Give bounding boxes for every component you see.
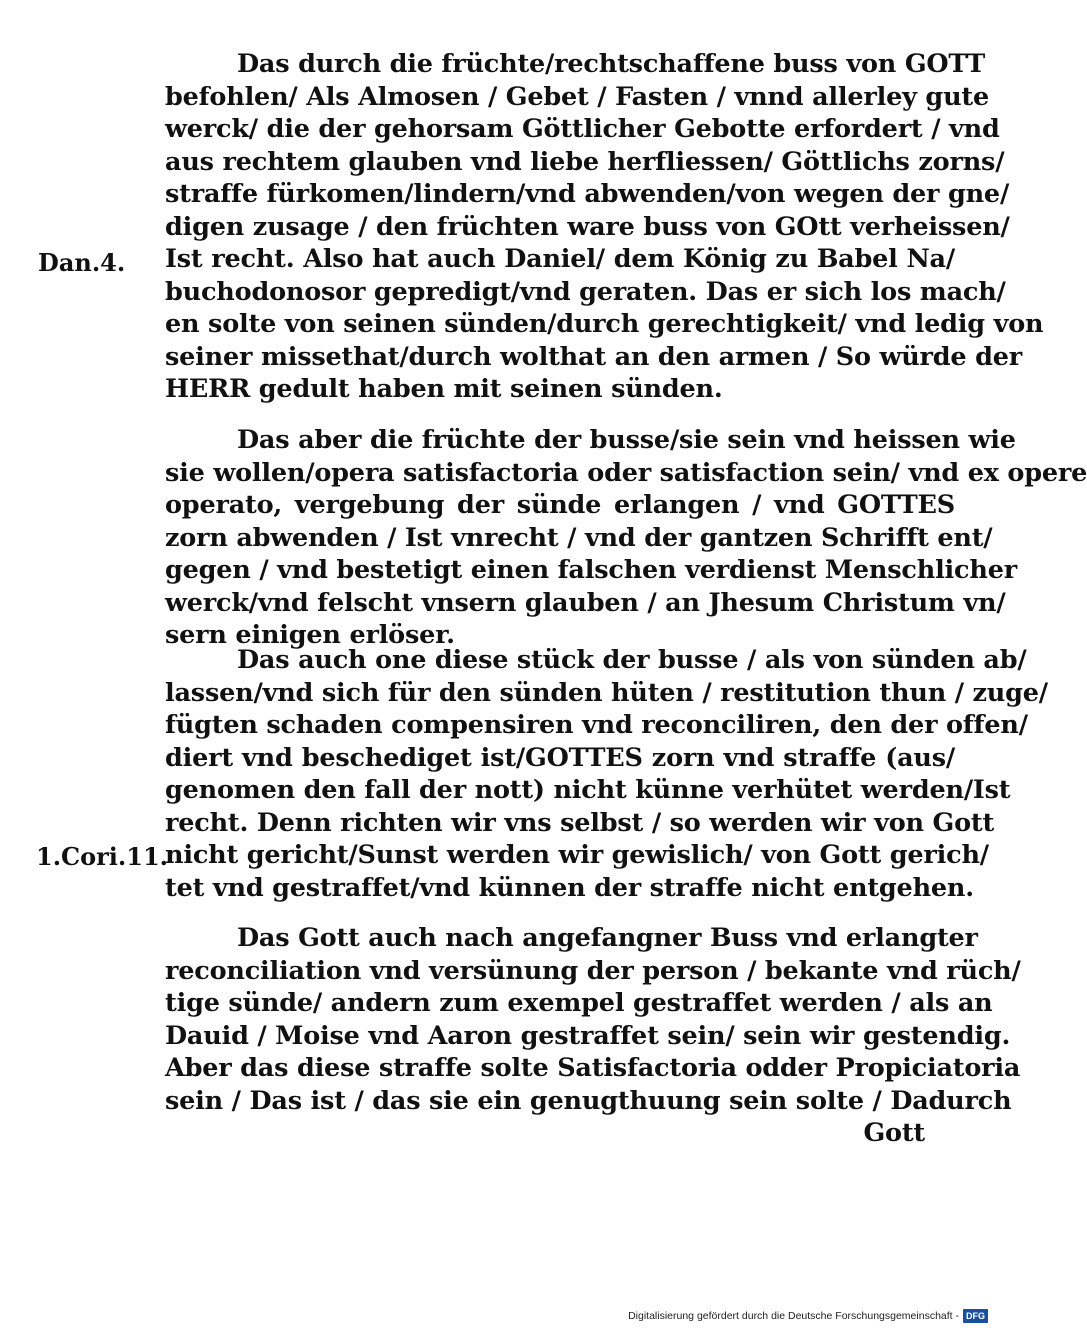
text-line: fügten schaden compensiren vnd reconciliren, den der offen/ [165, 710, 1028, 740]
text-line: digen zusage / den früchten ware buss von GOtt verheissen/ [165, 211, 1010, 242]
paragraph-1 [165, 48, 1044, 406]
text-line: HERR gedult haben mit seinen sünden. [165, 374, 723, 404]
text-line: werck/vnd felscht vnsern glauben / an Jhesum Christum vn/ [165, 587, 1006, 618]
text-line: en solte von seinen sünden/durch gerechtigkeit/ vnd ledig von [165, 309, 1044, 339]
digitization-credit [628, 1307, 988, 1325]
text-line: tet vnd gestraffet/vnd künnen der straffe nicht entgehen. [165, 872, 974, 903]
text-line: reconciliation vnd versünung der person / bekante vnd rüch/ [165, 955, 1021, 986]
text-line: Das aber die früchte der busse/sie sein vnd heissen wie [237, 425, 1016, 455]
text-line: Ist recht. Also hat auch Daniel/ dem König zu Babel Na/ [165, 244, 955, 274]
text-line: Das auch one diese stück der busse / als von sünden ab/ [237, 645, 1027, 675]
text-line: seiner missethat/durch wolthat an den armen / So würde der [165, 341, 1023, 372]
text-line: genomen den fall der nott) nicht künne verhütet werden/Ist [165, 775, 1011, 805]
marginal-note-cor: 1.Cori.11. [36, 842, 169, 871]
text-line: gegen / vnd bestetigt einen falschen verdienst Menschlicher [165, 555, 1017, 585]
text-line: Aber das diese straffe solte Satisfactoria odder Propiciatoria [165, 1053, 1021, 1083]
text-line: nicht gericht/Sunst werden wir gewislich/ von Gott gerich/ [165, 840, 989, 870]
text-line: Dauid / Moise vnd Aaron gestraffet sein/ sein wir gestendig. [165, 1020, 1011, 1051]
catchword: Gott [863, 1118, 925, 1148]
footer-text: Digitalisierung gefördert durch die Deutsche Forschungsgemeinschaft - [628, 1310, 959, 1322]
text-line: buchodonosor gepredigt/vnd geraten. Das er sich los mach/ [165, 276, 1006, 307]
text-line: diert vnd beschediget ist/GOTTES zorn vnd straffe (aus/ [165, 742, 955, 773]
paragraph-3 [165, 644, 1048, 904]
marginal-note-dan: Dan.4. [38, 248, 126, 277]
text-line: tige sünde/ andern zum exempel gestraffet werden / als an [165, 988, 993, 1018]
dfg-logo: DFG [963, 1309, 988, 1323]
text-line: operato, vergebung der sünde erlangen / vnd GOTTES [165, 490, 955, 520]
text-line: recht. Denn richten wir vns selbst / so werden wir von Gott [165, 807, 995, 838]
text-line: sern einigen erlöser. [165, 620, 455, 650]
text-line: Das durch die früchte/rechtschaffene buss von GOTT [237, 49, 986, 79]
text-line: Das Gott auch nach angefangner Buss vnd erlangter [237, 923, 978, 953]
text-line: lassen/vnd sich für den sünden hüten / restitution thun / zuge/ [165, 677, 1048, 708]
text-line: straffe fürkomen/lindern/vnd abwenden/von wegen der gne/ [165, 179, 1010, 209]
text-line: zorn abwenden / Ist vnrecht / vnd der gantzen Schrifft ent/ [165, 522, 993, 553]
text-line: sein / Das ist / das sie ein genugthuung sein solte / Dadurch [165, 1085, 1012, 1116]
text-line: sie wollen/opera satisfactoria oder satisfaction sein/ vnd ex opere [165, 457, 1087, 488]
text-line: aus rechtem glauben vnd liebe herfliessen/ Göttlichs zorns/ [165, 146, 1005, 177]
text-line: werck/ die der gehorsam Göttlicher Gebotte erfordert / vnd [165, 114, 1000, 144]
text-line: befohlen/ Als Almosen / Gebet / Fasten / vnnd allerley gute [165, 81, 990, 112]
paragraph-4 [165, 922, 1021, 1150]
paragraph-2 [165, 424, 1087, 652]
